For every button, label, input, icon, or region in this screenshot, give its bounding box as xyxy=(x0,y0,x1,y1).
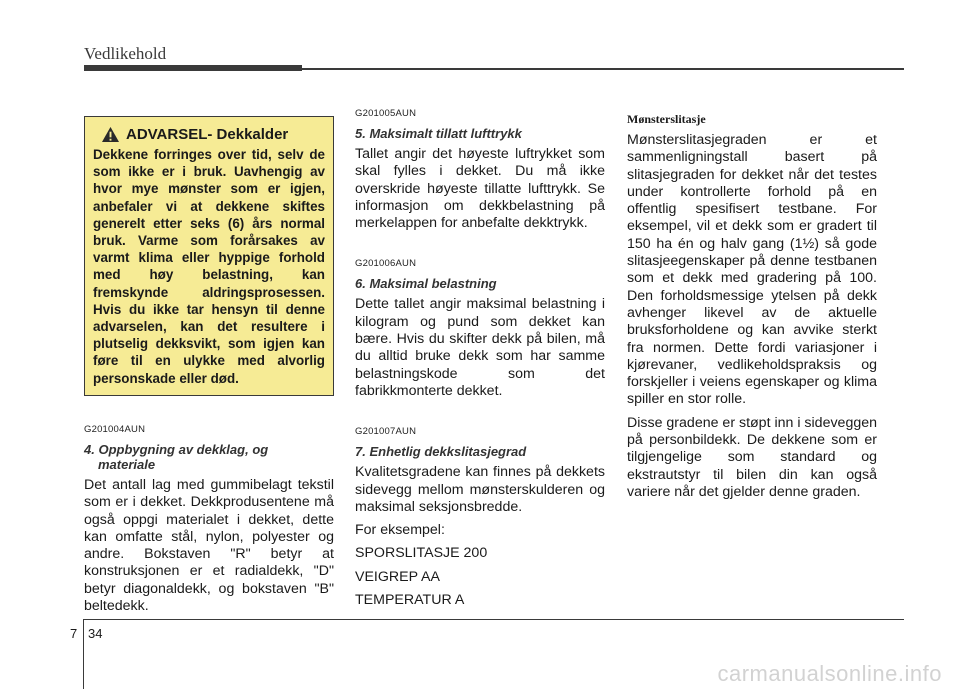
section-heading: 7. Enhetlig dekkslitasjegrad xyxy=(355,444,527,460)
example-line: TEMPERATUR A xyxy=(355,592,465,609)
section-body: Dette tallet angir maksimal belastning i kilogram og pund som dekket kan bære. Hvis du skifter dekk på bilen, må du alltid bruke dekk som har samme belastningskode som det fabrikkmonterte dekket. xyxy=(355,296,605,399)
section-body: Det antall lag med gummibelagt tekstil som er i dekket. Dekkprodusentene må også oppgi materialet i dekket, dette kan omfatte stål, nylon, polyester og andre. Bokstaven "R" betyr at konstruksjonen er et radialdekk, "D" betyr diagonaldekk, og bokstaven "B" beltedekk. xyxy=(84,477,334,615)
watermark: carmanualsonline.info xyxy=(717,661,942,686)
section-heading: Mønsterslitasje xyxy=(627,112,706,126)
page-header-title: Vedlikehold xyxy=(84,44,167,63)
section-body: Kvalitetsgradene kan finnes på dekkets sidevegg mellom mønsterskulderen og maksimal seksjonsbredde. xyxy=(355,464,605,515)
section-body: Mønsterslitasjegraden er et sammenligningstall basert på slitasjegraden for dekket når det testes under kontrollerte forhold på en offentlig spesifisert testbane. For eksempel, vil et dekk som er gradert til 150 ha én og halv gang (1½) så gode slitasjeegenskaper på denne testbanen som et dekk med gradering på 100. Den forholdsmessige ytelsen på dekk avhenger likevel av de aktuelle bruksforholdene og kan avvike sterkt fra normen. Dette fordi variasjoner i kjørevaner, vedlikeholdspraksis og forskjeller i veiens egenskaper og klima spiller en stor rolle. xyxy=(627,132,877,408)
footer-rule-horizontal xyxy=(84,619,904,620)
section-code: G201005AUN xyxy=(355,108,417,119)
section-heading: 6. Maksimal belastning xyxy=(355,276,497,292)
footer-rule-vertical xyxy=(83,619,84,689)
section-heading xyxy=(84,442,334,472)
section-code: G201004AUN xyxy=(84,424,146,435)
column-left xyxy=(84,424,334,615)
section-heading: 5. Maksimalt tillatt lufttrykk xyxy=(355,126,522,141)
section-code: G201007AUN xyxy=(355,426,417,438)
header-rule-thin xyxy=(302,68,904,70)
page-chapter-number: 7 xyxy=(70,626,78,641)
warning-title: ADVARSEL- Dekkalder xyxy=(126,126,289,143)
example-line: VEIGREP AA xyxy=(355,568,440,585)
section-code: G201006AUN xyxy=(355,258,417,270)
warning-header xyxy=(101,126,325,143)
section-heading-line2: materiale xyxy=(98,457,156,472)
section-body: Tallet angir det høyeste luftrykket som skal fylles i dekket. Du må ikke overskride høyeste tillatte lufttrykk. Se informasjon om dekkbelastning på merkelappen for anbefalte dekktrykk. xyxy=(355,146,605,232)
warning-box xyxy=(84,116,334,396)
example-label: For eksempel: xyxy=(355,522,445,539)
column-right xyxy=(627,112,877,501)
section-heading-line1: 4. Oppbygning av dekklag, og xyxy=(84,442,269,457)
header-rule-thick xyxy=(84,65,302,71)
column-middle xyxy=(355,108,605,609)
warning-triangle-icon xyxy=(101,126,120,143)
warning-text: Dekkene forringes over tid, selv de som ikke er i bruk. Uavhengig av hvor mye mønster som er igjen, anbefaler vi at dekkene skiftes generelt etter seks (6) års normal bruk. Varme som forårsakes av varmt klima eller hyppige forhold med høy belastning, kan fremskynde aldringsprosessen. Hvis du ikke tar hensyn til denne advarselen, kan det resultere i plutselig dekksvikt, som igjen kan føre til en ulykke med alvorlig personskade eller død. xyxy=(93,147,325,386)
example-line: SPORSLITASJE 200 xyxy=(355,545,488,562)
page-number: 34 xyxy=(88,626,103,641)
section-body: Disse gradene er støpt inn i sideveggen på personbildekk. De dekkene som er tilgjengelige som standard og ekstrautstyr til bilen din kan også variere når det gjelder denne graden. xyxy=(627,414,877,500)
